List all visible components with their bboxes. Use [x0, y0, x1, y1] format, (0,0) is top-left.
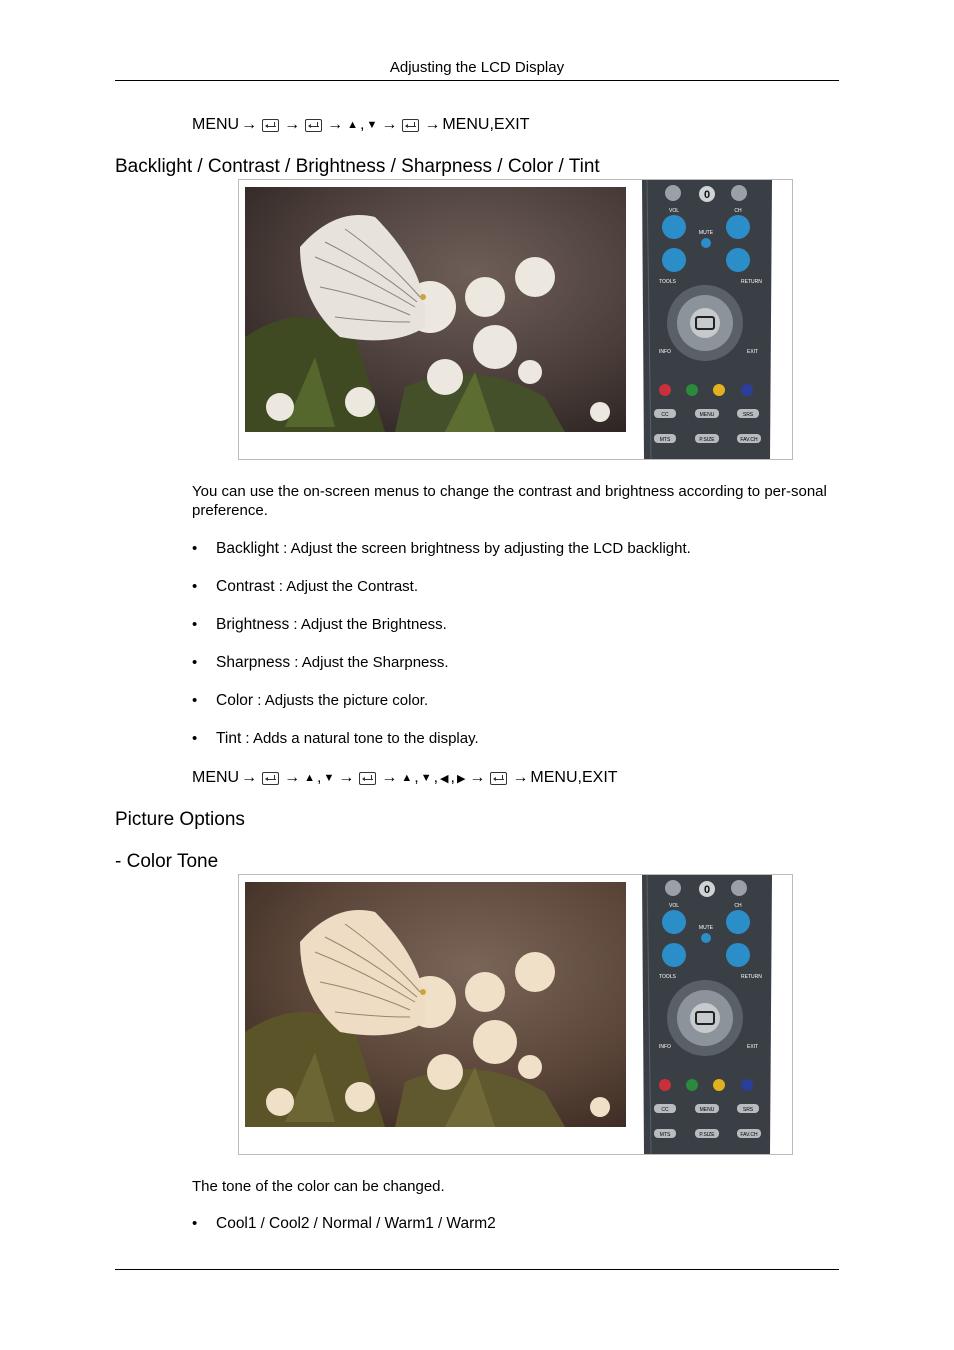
- comma: ,: [450, 769, 455, 786]
- enter-key-icon: [402, 119, 419, 132]
- arrow-glyph: →: [241, 116, 258, 133]
- enter-key-icon: [305, 119, 322, 132]
- term: Backlight: [216, 540, 279, 557]
- description: : Adjust the Contrast.: [274, 578, 419, 595]
- down-triangle-icon: ▼: [420, 772, 432, 784]
- arrow-glyph: →: [512, 769, 529, 786]
- option-warm2: Warm2: [446, 1215, 496, 1232]
- down-triangle-icon: ▼: [366, 119, 378, 131]
- butterfly-photo: [245, 187, 626, 432]
- remote-zero-label: 0: [703, 189, 711, 201]
- menu-label: MENU: [192, 769, 240, 786]
- list-item-color-tone-options: [192, 1215, 496, 1233]
- remote-menu-label: MENU: [699, 1107, 715, 1113]
- menu-exit-label: MENU,EXIT: [530, 769, 618, 786]
- arrow-glyph: →: [469, 769, 486, 786]
- description: : Adjust the Sharpness.: [290, 654, 449, 671]
- list-item-tint: [192, 730, 479, 748]
- remote-mute-label: MUTE: [698, 925, 714, 931]
- term: Tint: [216, 730, 242, 747]
- option-warm1: Warm1: [384, 1215, 434, 1232]
- remote-info-label: INFO: [659, 1044, 671, 1050]
- section-title-picture-options: Picture Options: [115, 809, 245, 830]
- arrow-glyph: →: [241, 769, 258, 786]
- section-title-picture: Backlight / Contrast / Brightness / Sharpness / Color / Tint: [115, 156, 600, 177]
- remote-return-label: RETURN: [741, 279, 762, 285]
- remote-control-illustration: [637, 180, 777, 459]
- remote-menu-label: MENU: [699, 412, 715, 418]
- section-title-color-tone: - Color Tone: [115, 851, 219, 872]
- comma: ,: [317, 769, 322, 786]
- term: Color: [216, 692, 254, 709]
- description: : Adjust the Brightness.: [289, 616, 447, 633]
- description: : Adjusts the picture color.: [253, 692, 429, 709]
- description: : Adjust the screen brightness by adjusting the LCD backlight.: [278, 540, 691, 557]
- figure-color-tone: [238, 874, 793, 1155]
- separator: /: [371, 1215, 385, 1232]
- comma: ,: [360, 116, 365, 133]
- remote-ch-label: CH: [734, 208, 742, 214]
- up-triangle-icon: ▲: [304, 772, 315, 784]
- remote-return-label: RETURN: [741, 974, 762, 980]
- right-triangle-icon: ▶: [456, 772, 466, 785]
- remote-psize-label: P.SIZE: [699, 1132, 715, 1138]
- option-normal: Normal: [322, 1215, 372, 1232]
- list-item-contrast: [192, 578, 418, 596]
- remote-favch-label: FAV.CH: [740, 1132, 758, 1138]
- description: : Adds a natural tone to the display.: [241, 730, 479, 747]
- remote-exit-label: EXIT: [747, 349, 759, 355]
- arrow-glyph: →: [284, 116, 301, 133]
- option-cool1: Cool1: [216, 1215, 257, 1232]
- remote-vol-label: VOL: [668, 208, 680, 214]
- bullet: •: [192, 730, 198, 747]
- term: Contrast: [216, 578, 275, 595]
- bullet: •: [192, 540, 198, 557]
- arrow-glyph: →: [327, 116, 344, 133]
- color-tone-intro-text: The tone of the color can be changed.: [192, 1178, 445, 1195]
- remote-srs-label: SRS: [742, 412, 754, 418]
- separator: /: [309, 1215, 323, 1232]
- term: Brightness: [216, 616, 290, 633]
- menu-label: MENU: [192, 116, 240, 133]
- separator: /: [433, 1215, 447, 1232]
- remote-control-illustration: [637, 875, 777, 1154]
- remote-psize-label: P.SIZE: [699, 437, 715, 443]
- menu-sequence-2: [192, 769, 618, 787]
- remote-exit-label: EXIT: [747, 1044, 759, 1050]
- separator: /: [256, 1215, 270, 1232]
- enter-key-icon: [490, 772, 507, 785]
- bullet: •: [192, 692, 198, 709]
- comma: ,: [414, 769, 419, 786]
- remote-ch-label: CH: [734, 903, 742, 909]
- arrow-glyph: →: [381, 116, 398, 133]
- list-item-backlight: [192, 540, 691, 558]
- arrow-glyph: →: [338, 769, 355, 786]
- page-header-title: Adjusting the LCD Display: [389, 59, 565, 76]
- remote-mts-label: MTS: [659, 437, 671, 443]
- remote-mute-label: MUTE: [698, 230, 714, 236]
- list-item-sharpness: [192, 654, 449, 672]
- remote-favch-label: FAV.CH: [740, 437, 758, 443]
- remote-srs-label: SRS: [742, 1107, 754, 1113]
- enter-key-icon: [262, 772, 279, 785]
- header-rule: [115, 80, 839, 81]
- remote-tools-label: TOOLS: [659, 279, 676, 285]
- remote-cc-label: CC: [661, 1107, 669, 1113]
- term: Sharpness: [216, 654, 291, 671]
- list-item-color: [192, 692, 428, 710]
- butterfly-photo-warm: [245, 882, 626, 1127]
- up-triangle-icon: ▲: [347, 119, 358, 131]
- bullet: •: [192, 578, 198, 595]
- arrow-glyph: →: [381, 769, 398, 786]
- arrow-glyph: →: [424, 116, 441, 133]
- bullet: •: [192, 1215, 198, 1232]
- remote-info-label: INFO: [659, 349, 671, 355]
- menu-sequence-1: [192, 116, 529, 134]
- down-triangle-icon: ▼: [323, 772, 335, 784]
- remote-mts-label: MTS: [659, 1132, 671, 1138]
- bullet: •: [192, 616, 198, 633]
- remote-zero-label: 0: [703, 884, 711, 896]
- picture-intro-text: You can use the on-screen menus to change the contrast and brightness according to per-sonal preference.: [192, 483, 827, 519]
- enter-key-icon: [359, 772, 376, 785]
- list-item-brightness: [192, 616, 447, 634]
- left-triangle-icon: ◀: [440, 772, 449, 785]
- figure-picture-adjust: [238, 179, 793, 460]
- footer-rule: [115, 1269, 839, 1270]
- arrow-glyph: →: [284, 769, 301, 786]
- remote-vol-label: VOL: [668, 903, 680, 909]
- up-triangle-icon: ▲: [401, 772, 413, 784]
- remote-cc-label: CC: [661, 412, 669, 418]
- bullet: •: [192, 654, 198, 671]
- remote-tools-label: TOOLS: [659, 974, 676, 980]
- enter-key-icon: [262, 119, 279, 132]
- comma: ,: [433, 769, 439, 786]
- menu-exit-label: MENU,EXIT: [442, 116, 530, 133]
- option-cool2: Cool2: [269, 1215, 310, 1232]
